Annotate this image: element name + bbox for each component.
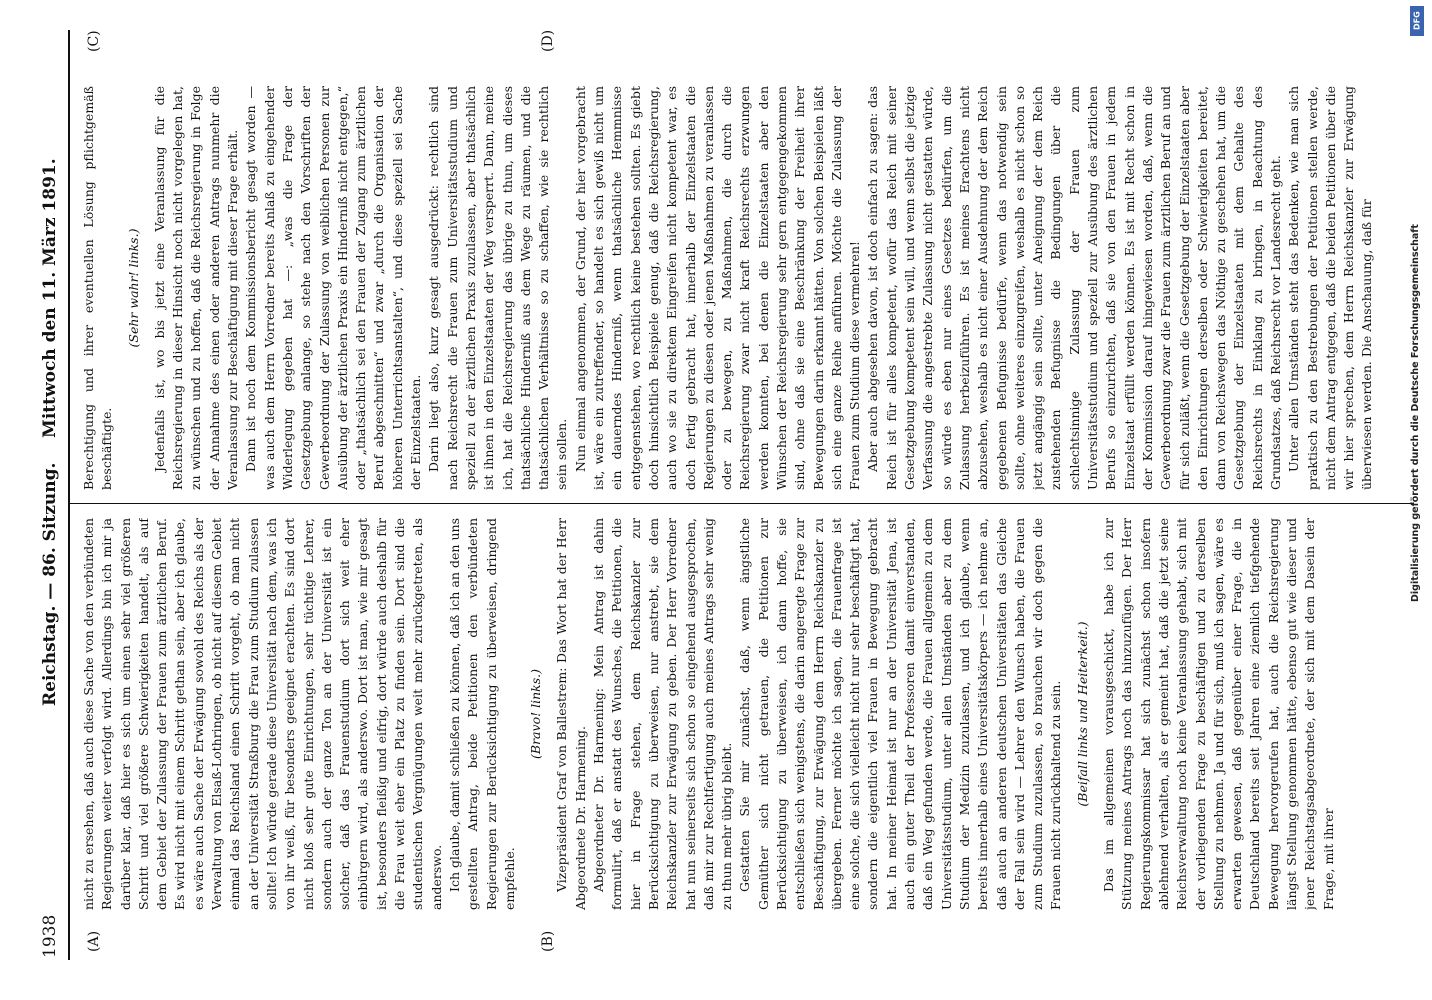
dfg-credit-text: Digitalisierung gefördert durch die Deutsche Forschungsgemeinschaft bbox=[1410, 224, 1421, 602]
paragraph: Abgeordneter Dr. Harmening: Mein Antrag ist dahin formulirt, daß er anstatt des Wunsches, die Petitionen, die hier in Frage stehen, dem Reichskanzler zur Berücksichtigung zu überweisen, nur anstrebt, sie dem Reichskanzler zur Erwägung zu geben. Der Herr Vorredner hat nun seinerseits sich schon so eingehend ausgesprochen, daß mir zur Rechtfertigung auch meines Antrags sehr wenig zu thun mehr übrig bleibt. bbox=[591, 518, 735, 910]
page-number: 1938 bbox=[40, 914, 60, 958]
paragraph: Darin liegt also, kurz gesagt ausgedrückt: rechtlich sind nach Reichsrecht die Frauen zum Universitätsstudium und speziell zu der ärztlichen Praxis zuzulassen, aber thatsächlich ist ihnen in den Einzelstaaten der Weg versperrt. Dann, meine ich, hat die Reichsregierung das übrige zu thun, um dieses thatsächliche Hinderniß aus dem Wege zu räumen, und die thatsächlichen Verhältnisse so zu schaffen, wie sie rechtlich sein sollen. bbox=[426, 86, 570, 490]
dfg-logo: DFG bbox=[1410, 6, 1424, 36]
paragraph: Das im allgemeinen vorausgeschickt, habe ich zur Stützung meines Antrags noch das hinzuzufügen. Der Herr Regierungskommissar hat sich zunächst schon insofern ablehnend verhalten, als er gemeint hat, daß die jetzt seine Reichsverwaltung noch keine Veranlassung gehabt, sich mit der vorliegenden Frage zu beschäftigen und zu derselben Stellung zu nehmen. Ja und für sich, muß ich sagen, wäre es erwarten gewesen, daß gegenüber einer Frage, die in Deutschland bereits seit Jahren eine ziemlich tiefgehende Bewegung hervorgerufen hat, auch die Reichsregierung längst Stellung genommen hätte, ebenso gut wie dieser und jener Reichstagsabgeordnete, der sich mit dem Dasein der Frage, mit ihrer bbox=[1101, 518, 1336, 910]
paragraph: Aber auch abgesehen davon, ist doch einfach zu sagen: das Reich ist für alles kompetent, wofür das Reich mit seiner Gesetzgebung kompetent sein will, und wenn selbst die jetzige Verfassung die angestrebte Zulassung nicht gestatten würde, so würde es eben nur eines Gesetzes bedürfen, um die Zulassung herbeizuführen. Es ist meines Erachtens nicht abzusehen, weshalb es nicht einer Ausdehnung der dem Reich gegebenen Befugnisse bedürfe, wenn das notwendig sein sollte, ohne weiteres einzugreifen, weshalb es nicht schon so jetzt angängig sein sollte, unter Aneignung der dem Reich zustehenden Befugnisse die Bedingungen über die schlechtsinnige Zulassung der Frauen zum Universitätsstudium und speziell zur Ausübung des ärztlichen Berufs so einzurichten, daß sie von den Frauen in jedem Einzelstaat erfüllt werden können. Es ist mit Recht schon in der Kommission darauf hingewiesen worden, daß, wenn die Gewerbeordnung zwar die Frauen zum ärztlichen Beruf an und für sich zuläßt, wenn die Gesetzgebung der Einzelstaaten aber den Einrichtungen derselben oder Schwierigkeiten bereitet, dann von Reichswegen das Nöthige zu geschehen hat, um die Gesetzgebung der Einzelstaaten mit dem Gehalte des Reichsrechts in Einklang zu bringen, in Beachtung des Grundsatzes, daß Reichsrecht vor Landesrecht geht. bbox=[865, 86, 1283, 490]
column-divider bbox=[70, 503, 1414, 504]
interjection: (Bravo! links.) bbox=[528, 669, 544, 759]
margin-marker-c: (C) bbox=[86, 30, 102, 52]
right-column bbox=[80, 86, 1412, 490]
paragraph: Unter allen Umständen steht das Bedenken, wie man sich praktisch zu den Bestrebungen der Petitionen stellen werde, nicht dem Antrag entgegen, daß die beiden Petitionen über die wir hier sprechen, dem Herrn Reichskanzler zur Erwägung überwiesen werden. Die Anschauung, daß für bbox=[1286, 86, 1375, 490]
session-date: Mittwoch den 11. März 1891. bbox=[40, 158, 60, 438]
paragraph: Jedenfalls ist, wo bis jetzt eine Veranlassung für die Reichsregierung in dieser Hinsicht noch nicht vorgelegen hat, zu wünschen und zu hoffen, daß die Reichsregierung in Folge der Annahme des einen oder anderen Antrags nunmehr die Veranlassung zur Beschäftigung mit dieser Frage erhält. bbox=[151, 86, 241, 490]
session-title: Reichstag. — 86. Sitzung. bbox=[40, 462, 60, 706]
margin-marker-a: (A) bbox=[86, 930, 102, 952]
paragraph: Dann ist noch dem Kommissionsbericht gesagt worden — was auch dem Herrn Vorredner bereits Anlaß zu eingehender Widerlegung gegeben hat —: „was die Frage der Gesetzgebung anlange, so stehe nach den Vorschriften der Gewerbeordnung der Zulassung von weiblichen Personen zur Ausübung der ärztlichen Praxis ein Hinderniß nicht entgegen,“ oder „thatsächlich sei den Frauen der Zugang zum ärztlichen Beruf abgeschnitten“ und zwar „durch die Organisation der höheren Unterrichtsanstalten“, und diese speziell sei Sache der Einzelstaaten. bbox=[243, 86, 424, 490]
paragraph: Vizepräsident Graf von Ballestrem: Das Wort hat der Herr Abgeordnete Dr. Harmening. bbox=[554, 518, 588, 910]
header-rule bbox=[68, 30, 70, 960]
margin-marker-d: (D) bbox=[540, 29, 556, 52]
paragraph: Gestatten Sie mir zunächst, daß, wenn ängstliche Gemüther sich nicht getrauen, die Petitionen zur Berücksichtigung zu überweisen, ich dann hoffe, sie entschließen sich wenigstens, die darin angeregte Frage zur Beschäftigung, zur Erwägung dem Herrn Reichskanzler zu übergeben. Ferner möchte ich sagen, die Frauenfrage ist eine solche, die sich vielleicht nicht nur sehr beschäftigt hat, sondern die eigentlich viel Frauen in Bewegung gebracht hat. In meiner Heimat ist nur an der Universität Jena, ist auch ein guter Theil der Professoren damit einverstanden, daß ein Weg gefunden werde, die Frauen allgemein zu dem Universitätsstudium, unter allen Umständen aber zu dem Studium der Medizin zuzulassen, und ich glaube, wenn bereits innerhalb eines Universitätskörpers — ich nehme an, daß auch an anderen deutschen Universitäten das Gleiche der Fall sein wird — Lehrer den Wunsch haben, die Frauen zum Studium zuzulassen, so brauchen wir doch gegen die Frauen nicht zurückhaltend zu sein. bbox=[737, 518, 1064, 910]
paragraph: Nun einmal angenommen, der Grund, der hier vorgebracht ist, wäre ein zutreffender, so handelt es sich gewiß nicht um ein dauerndes Hinderniß, wenn thatsächliche Hemmnisse entgegenstehen, wo rechtlich keine bestehen sollten. Es giebt doch hinsichtlich Beispiele genug, daß die Reichsregierung, auch wo sie zu direktem Eingreifen nicht kompetent war, es doch fertig gebracht hat, innerhalb der Einzelstaaten die Regierungen zu diesen oder jenen Maßnahmen zu veranlassen oder zu bewegen, zu Maßnahmen, die durch die Reichsregierung zwar nicht kraft Reichsrechts erzwungen werden konnten, bei denen die Einzelstaaten aber den Wünschen der Reichsregierung sehr gern entgegengekommen sind, ohne daß sie eine Beschränkung der Freiheit ihrer Bewegungen darin erkannt hätten. Von solchen Beispielen läßt sich eine ganze Reihe anführen. Möchte die Zulassung der Frauen zum Studium diese vermehren! bbox=[572, 86, 863, 490]
paragraph: nicht zu ersehen, daß auch diese Sache von den verbündeten Regierungen weiter verfolgt wird. Allerdings bin ich mir ja darüber klar, daß hier es sich um einen sehr viel größeren Schritt und viel größere Schwierigkeiten handelt, als auf dem Gebiet der Zulassung der Frauen zum ärztlichen Beruf. Es wird nicht mit einem Schritt gethan sein, aber ich glaube, es wäre auch Sache der Erwägung sowohl des Reichs als der Verwaltung von Elsaß-Lothringen, ob nicht auf diesem Gebiet einmal das Reichsland einen Schritt vorgeht, ob man nicht an der Universität Straßburg die Frau zum Studium zulassen sollte! Ich würde gerade diese Universität nach dem, was ich von ihr weiß, für besonders geeignet erachten. Es sind dort nicht bloß sehr gute Einrichtungen, sehr tüchtige Lehrer, sondern auch der ganze Ton an der Universität ist ein solcher, daß das Frauenstudium dort sich weit eher einbürgern wird, als anderswo. Dort ist man, wie mir gesagt ist, besonders fleißig und eifrig, dort würde auch deshalb für die Frau weit eher ein Platz zu finden sein. Dort sind die studentischen Vergnügungen weit mehr zurückgetreten, als anderswo. bbox=[81, 518, 444, 910]
paragraph: Ich glaube, damit schließen zu können, daß ich an den uns gestellten Antrag, beide Petitionen den verbündeten Regierungen zur Berücksichtigung zu überweisen, dringend empfehle. bbox=[446, 518, 517, 910]
margin-marker-b: (B) bbox=[540, 930, 556, 952]
interjection: (Sehr wahr! links.) bbox=[125, 228, 141, 348]
dfg-sidebar bbox=[1408, 6, 1426, 996]
left-column bbox=[80, 518, 1412, 910]
paragraph: Berechtigung und ihrer eventuellen Lösung pflichtgemäß beschäftigte. bbox=[81, 86, 115, 490]
page-header bbox=[34, 36, 68, 958]
interjection: (Beifall links und Heiterkeit.) bbox=[1074, 621, 1090, 807]
